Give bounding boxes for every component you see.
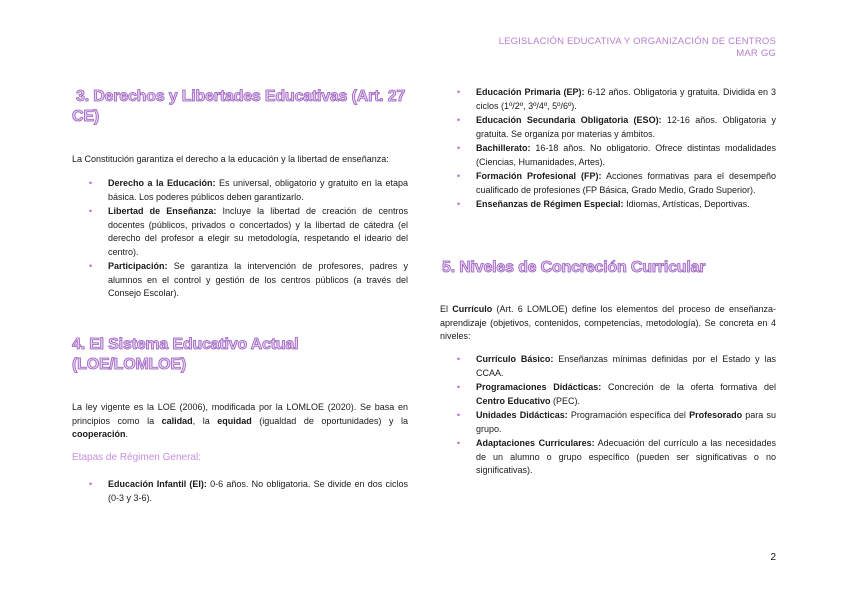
section-3-intro: La Constitución garantiza el derecho a la educación y la libertad de enseñanza: (72, 154, 389, 164)
bullet-icon: • (89, 479, 93, 489)
rights-list (72, 177, 408, 302)
item-text-tail: para su grupo. (476, 410, 777, 434)
item-term: Educación Secundaria Obligatoria (ESO): (476, 115, 662, 125)
item-term: Participación: (108, 261, 168, 271)
section-3-title-cont (72, 107, 99, 127)
section-4-title-line2: (LOE/LOMLOE) (72, 356, 187, 373)
list-item (72, 205, 408, 259)
item-text: Es universal, obligatorio y gratuito en la etapa básica. Los poderes públicos deben garantizarlo. (108, 178, 408, 202)
item-term: Enseñanzas de Régimen Especial: (476, 199, 624, 209)
section-5-title: 5. Niveles de Concreción Curricular (442, 259, 706, 276)
item-term: Unidades Didácticas: (476, 410, 568, 420)
bullet-icon: • (457, 199, 461, 209)
list-item (440, 437, 776, 478)
bullet-icon: • (457, 115, 461, 125)
running-header (499, 36, 776, 60)
item-text: 16-18 años. No obligatorio. Ofrece distintas modalidades (Ciencias, Humanidades, Artes). (476, 143, 776, 167)
bullet-icon: • (457, 354, 461, 364)
header-title: LEGISLACIÓN EDUCATIVA Y ORGANIZACIÓN DE CENTROS (498, 36, 776, 47)
intro-text: , la (192, 415, 218, 426)
section-4-title-cont (72, 355, 186, 375)
intro-term: calidad (161, 415, 193, 426)
item-term: Educación Primaria (EP): (476, 87, 585, 97)
item-text: Se garantiza la intervención de profesores, padres y alumnos en el control y gestión de los centros públicos (a través del Consejo Escolar). (108, 261, 408, 298)
intro-term: equidad (217, 415, 252, 426)
item-term: Programaciones Didácticas: (476, 382, 602, 392)
item-term-inline: Centro Educativo (476, 395, 551, 406)
list-item (440, 409, 776, 436)
bullet-icon: • (457, 438, 461, 448)
section-4-intro (72, 401, 408, 442)
bullet-icon: • (89, 261, 93, 271)
bullet-icon: • (457, 143, 461, 153)
stages-list-right (440, 86, 776, 213)
list-item (72, 478, 408, 505)
section-5-intro (440, 303, 776, 344)
intro-text: El (440, 304, 453, 314)
bullet-icon: • (89, 206, 93, 216)
list-item (440, 114, 776, 141)
section-3-title-line2: CE) (72, 108, 99, 125)
item-term: Currículo Básico: (476, 354, 554, 364)
list-item (440, 353, 776, 380)
bullet-icon: • (457, 382, 461, 392)
intro-text: La ley vigente es la LOE (2006), modificada por la LOMLOE (2020). Se basa en principios como la (72, 402, 408, 426)
item-term: Bachillerato: (476, 143, 531, 153)
list-item (440, 142, 776, 169)
item-term: Libertad de Enseñanza: (108, 206, 217, 216)
item-term: Adaptaciones Curriculares: (476, 438, 595, 448)
item-term-inline: Profesorado (689, 410, 743, 420)
intro-term: Currículo (452, 304, 493, 314)
stages-list-left (72, 478, 408, 506)
list-item (440, 170, 776, 197)
bullet-icon: • (457, 171, 461, 181)
item-text: Concreción de la oferta formativa del (601, 382, 776, 392)
item-term: Formación Profesional (FP): (476, 171, 602, 181)
section-4-title-line1: 4. El Sistema Educativo Actual (72, 336, 299, 353)
intro-term: cooperación (72, 429, 126, 439)
item-term: Derecho a la Educación: (108, 178, 216, 188)
bullet-icon: • (457, 410, 461, 420)
item-text: Acciones formativas para el desempeño cualificado de profesiones (FP Básica, Grado Medio, Grado Superior). (476, 171, 776, 195)
list-item (440, 381, 776, 408)
item-text: 12-16 años. Obligatoria y gratuita. Se organiza por materias y ámbitos. (476, 115, 776, 139)
section-3-title (76, 87, 416, 107)
section-3-title-line1: 3. Derechos y Libertades Educativas (Art. 27 (76, 88, 406, 105)
intro-text: (igualdad de oportunidades) y la (251, 415, 409, 426)
page-number: 2 (770, 552, 776, 563)
list-item (440, 86, 776, 113)
item-text: Programación específica del (567, 410, 690, 420)
item-text: Idiomas, Artísticas, Deportivas. (623, 199, 750, 209)
list-item (72, 260, 408, 301)
subheading-general-stages: Etapas de Régimen General: (72, 452, 201, 463)
intro-text: . (125, 429, 129, 439)
item-text-tail: (PEC). (550, 395, 581, 406)
curriculum-levels-list (440, 353, 776, 479)
item-text: 6-12 años. Obligatoria y gratuita. Dividida en 3 ciclos (1º/2º, 3º/4º, 5º/6º). (476, 87, 777, 111)
header-author: MAR GG (736, 48, 776, 59)
bullet-icon: • (457, 87, 461, 97)
bullet-icon: • (89, 178, 93, 188)
item-text: Incluye la libertad de creación de centros docentes (públicos, privados o concertados) y la libertad de cátedra (el derecho del profesor a elegir su metodología, respetando el ideario del centro). (108, 206, 408, 257)
list-item (440, 198, 776, 212)
section-4-title (72, 335, 298, 355)
item-term: Educación Infantil (EI): (108, 479, 207, 489)
item-text: Adecuación del currículo a las necesidades de un alumno o grupo específico (pueden ser significativas o no significativas). (476, 438, 776, 475)
list-item (72, 177, 408, 204)
item-text: Enseñanzas mínimas definidas por el Estado y las CCAA. (476, 354, 776, 378)
intro-text: (Art. 6 LOMLOE) define los elementos del proceso de enseñanza-aprendizaje (objetivos, contenidos, competencias, metodología). Se concreta en 4 niveles: (440, 304, 776, 341)
item-text: 0-6 años. No obligatoria. Se divide en dos ciclos (0-3 y 3-6). (108, 479, 408, 503)
